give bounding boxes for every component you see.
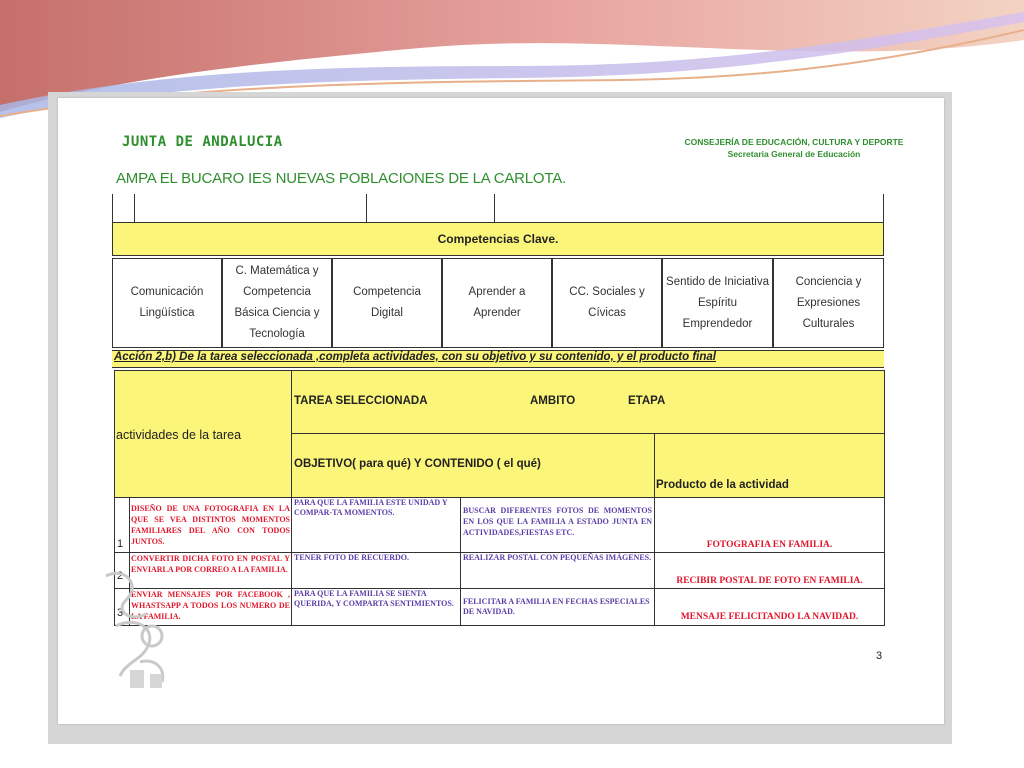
producto-text: MENSAJE FELICITANDO LA NAVIDAD. bbox=[680, 612, 859, 622]
contenido-cell: REALIZAR POSTAL CON PEQUEÑAS IMÁGENES. bbox=[460, 552, 655, 589]
producto-header: Producto de la actividad bbox=[656, 479, 789, 491]
competencia-cell: C. Matemática y Competencia Básica Ciencia y Tecnología bbox=[222, 258, 332, 348]
actividad-cell: ENVIAR MENSAJES POR FACEBOOK , WHASTSAPP A TODOS LOS NUMERO DE LA FAMILIA. bbox=[129, 588, 292, 626]
actividad-cell: DISEÑO DE UNA FOTOGRAFIA EN LA QUE SE VEA DISTINTOS MOMENTOS FAMILIARES DEL AÑO CON TODOS JUNTOS. bbox=[129, 497, 292, 553]
divider-line bbox=[366, 194, 367, 222]
competencias-row bbox=[112, 258, 884, 348]
objetivo-cell: PARA QUE LA FAMILIA SE SIENTA QUERIDA, Y COMPARTA SENTIMIENTOS. bbox=[291, 588, 461, 626]
consejeria-block bbox=[664, 136, 924, 160]
document-page bbox=[58, 98, 944, 724]
objetivo-label: OBJETIVO( para qué) Y CONTENIDO ( el qué) bbox=[294, 458, 541, 470]
ampa-title: AMPA EL BUCARO IES NUEVAS POBLACIONES DE LA CARLOTA. bbox=[116, 170, 567, 187]
row-number: 2 bbox=[117, 570, 124, 582]
activities-header: actividades de la tarea bbox=[116, 428, 242, 442]
contenido-cell: BUSCAR DIFERENTES FOTOS DE MOMENTOS EN LOS QUE LA FAMILIA A ESTADO JUNTA EN ACTIVIDADES,FIESTAS ETC. bbox=[460, 497, 655, 553]
competencia-cell: Conciencia y Expresiones Culturales bbox=[773, 258, 884, 348]
accion-instruction: Acción 2,b) De la tarea seleccionada ,completa actividades, con su objetivo y su contenido, y el producto final bbox=[114, 351, 716, 363]
row-number: 1 bbox=[117, 538, 124, 550]
consejeria-line1: CONSEJERÍA DE EDUCACIÓN, CULTURA Y DEPORTE bbox=[684, 137, 904, 147]
producto-text: RECIBIR POSTAL DE FOTO EN FAMILIA. bbox=[676, 576, 863, 586]
objetivo-cell: TENER FOTO DE RECUERDO. bbox=[291, 552, 461, 589]
divider-line bbox=[134, 194, 135, 222]
tarea-label: TAREA SELECCIONADA bbox=[294, 395, 428, 407]
consejeria-line2: Secretaria General de Educación bbox=[727, 149, 861, 159]
row-number: 3 bbox=[117, 607, 124, 619]
ambito-label: AMBITO bbox=[530, 395, 576, 407]
divider-line bbox=[494, 194, 495, 222]
competencia-cell: Comunicación Lingüística bbox=[112, 258, 222, 348]
competencias-title: Competencias Clave. bbox=[437, 232, 559, 246]
seal-watermark bbox=[96, 566, 176, 696]
producto-text: FOTOGRAFIA EN FAMILIA. bbox=[706, 540, 833, 550]
divider-line bbox=[112, 194, 113, 222]
divider-line bbox=[883, 194, 884, 222]
competencia-cell: CC. Sociales y Cívicas bbox=[552, 258, 662, 348]
page-number: 3 bbox=[876, 650, 883, 662]
competencia-cell: Sentido de Iniciativa Espíritu Emprendedor bbox=[662, 258, 773, 348]
objetivo-cell: PARA QUE LA FAMILIA ESTE UNIDAD Y COMPAR-TA MOMENTOS. bbox=[291, 497, 461, 553]
contenido-cell: FELICITAR A FAMILIA EN FECHAS ESPECIALES DE NAVIDAD. bbox=[460, 588, 655, 626]
actividad-cell: CONVERTIR DICHA FOTO EN POSTAL Y ENVIARLA POR CORREO A LA FAMILIA. bbox=[129, 552, 292, 589]
competencia-cell: Aprender a Aprender bbox=[442, 258, 552, 348]
etapa-label: ETAPA bbox=[628, 395, 666, 407]
competencia-cell: Competencia Digital bbox=[332, 258, 442, 348]
junta-title: JUNTA DE ANDALUCIA bbox=[122, 134, 283, 150]
